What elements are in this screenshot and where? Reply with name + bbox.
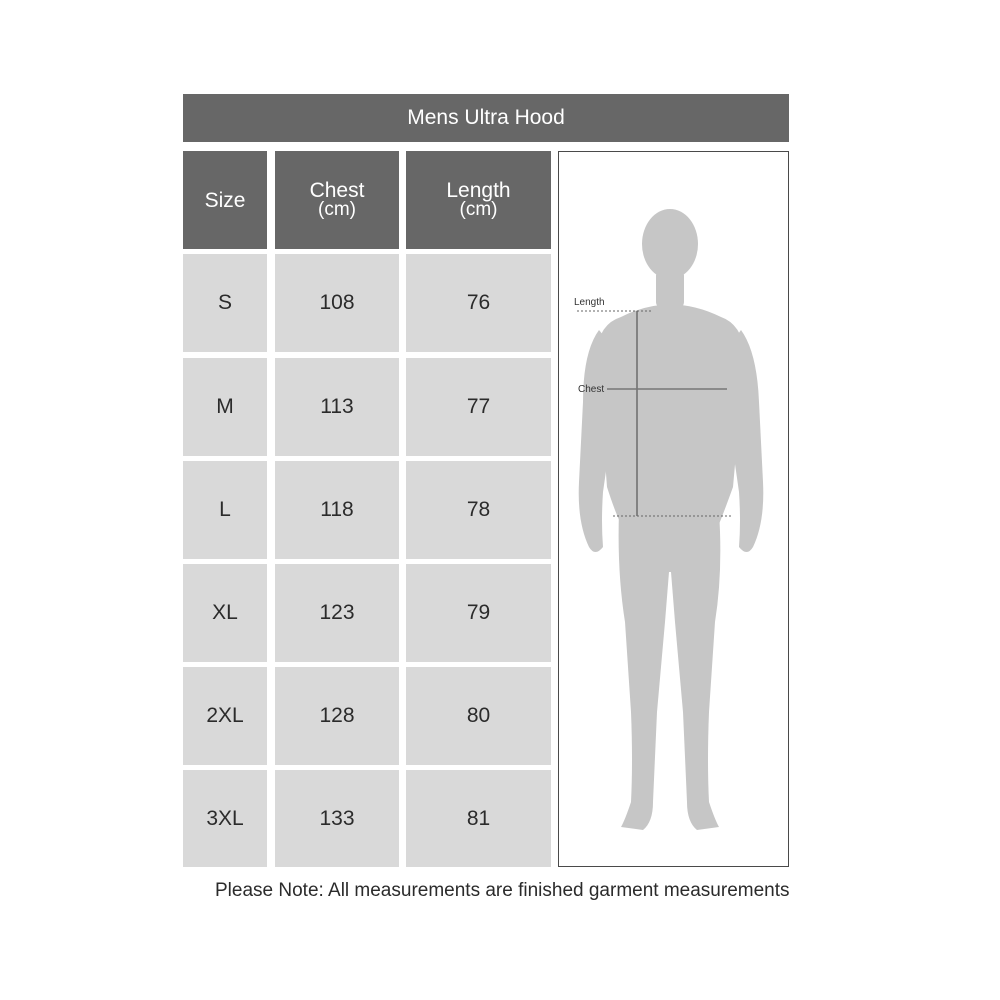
header-size-label: Size [204,188,246,212]
measurement-note: Please Note: All measurements are finished garment measurements [215,880,790,901]
table-cell-length: 76 [406,254,551,352]
body-measurement-figure [558,151,789,867]
table-cell-chest: 113 [275,358,399,456]
table-cell-size: XL [183,564,267,662]
chart-title: Mens Ultra Hood [183,94,789,142]
table-cell-length: 79 [406,564,551,662]
header-length-label: Length [446,179,511,202]
length-label: Length [574,297,605,308]
table-cell-chest: 123 [275,564,399,662]
chest-label: Chest [578,384,605,395]
table-cell-chest: 128 [275,667,399,765]
header-length [406,151,551,249]
table-cell-size: 2XL [183,667,267,765]
table-cell-length: 80 [406,667,551,765]
table-cell-length: 77 [406,358,551,456]
table-cell-size: M [183,358,267,456]
table-cell-size: L [183,461,267,559]
table-cell-length: 78 [406,461,551,559]
table-cell-chest: 118 [275,461,399,559]
table-cell-size: 3XL [183,770,267,867]
table-cell-chest: 133 [275,770,399,867]
header-length-unit: (cm) [459,199,498,220]
table-cell-size: S [183,254,267,352]
header-chest-unit: (cm) [318,199,356,220]
table-cell-length: 81 [406,770,551,867]
header-size [183,151,267,249]
header-chest [275,151,399,249]
human-silhouette-icon [559,152,790,868]
header-chest-label: Chest [309,179,365,202]
table-cell-chest: 108 [275,254,399,352]
